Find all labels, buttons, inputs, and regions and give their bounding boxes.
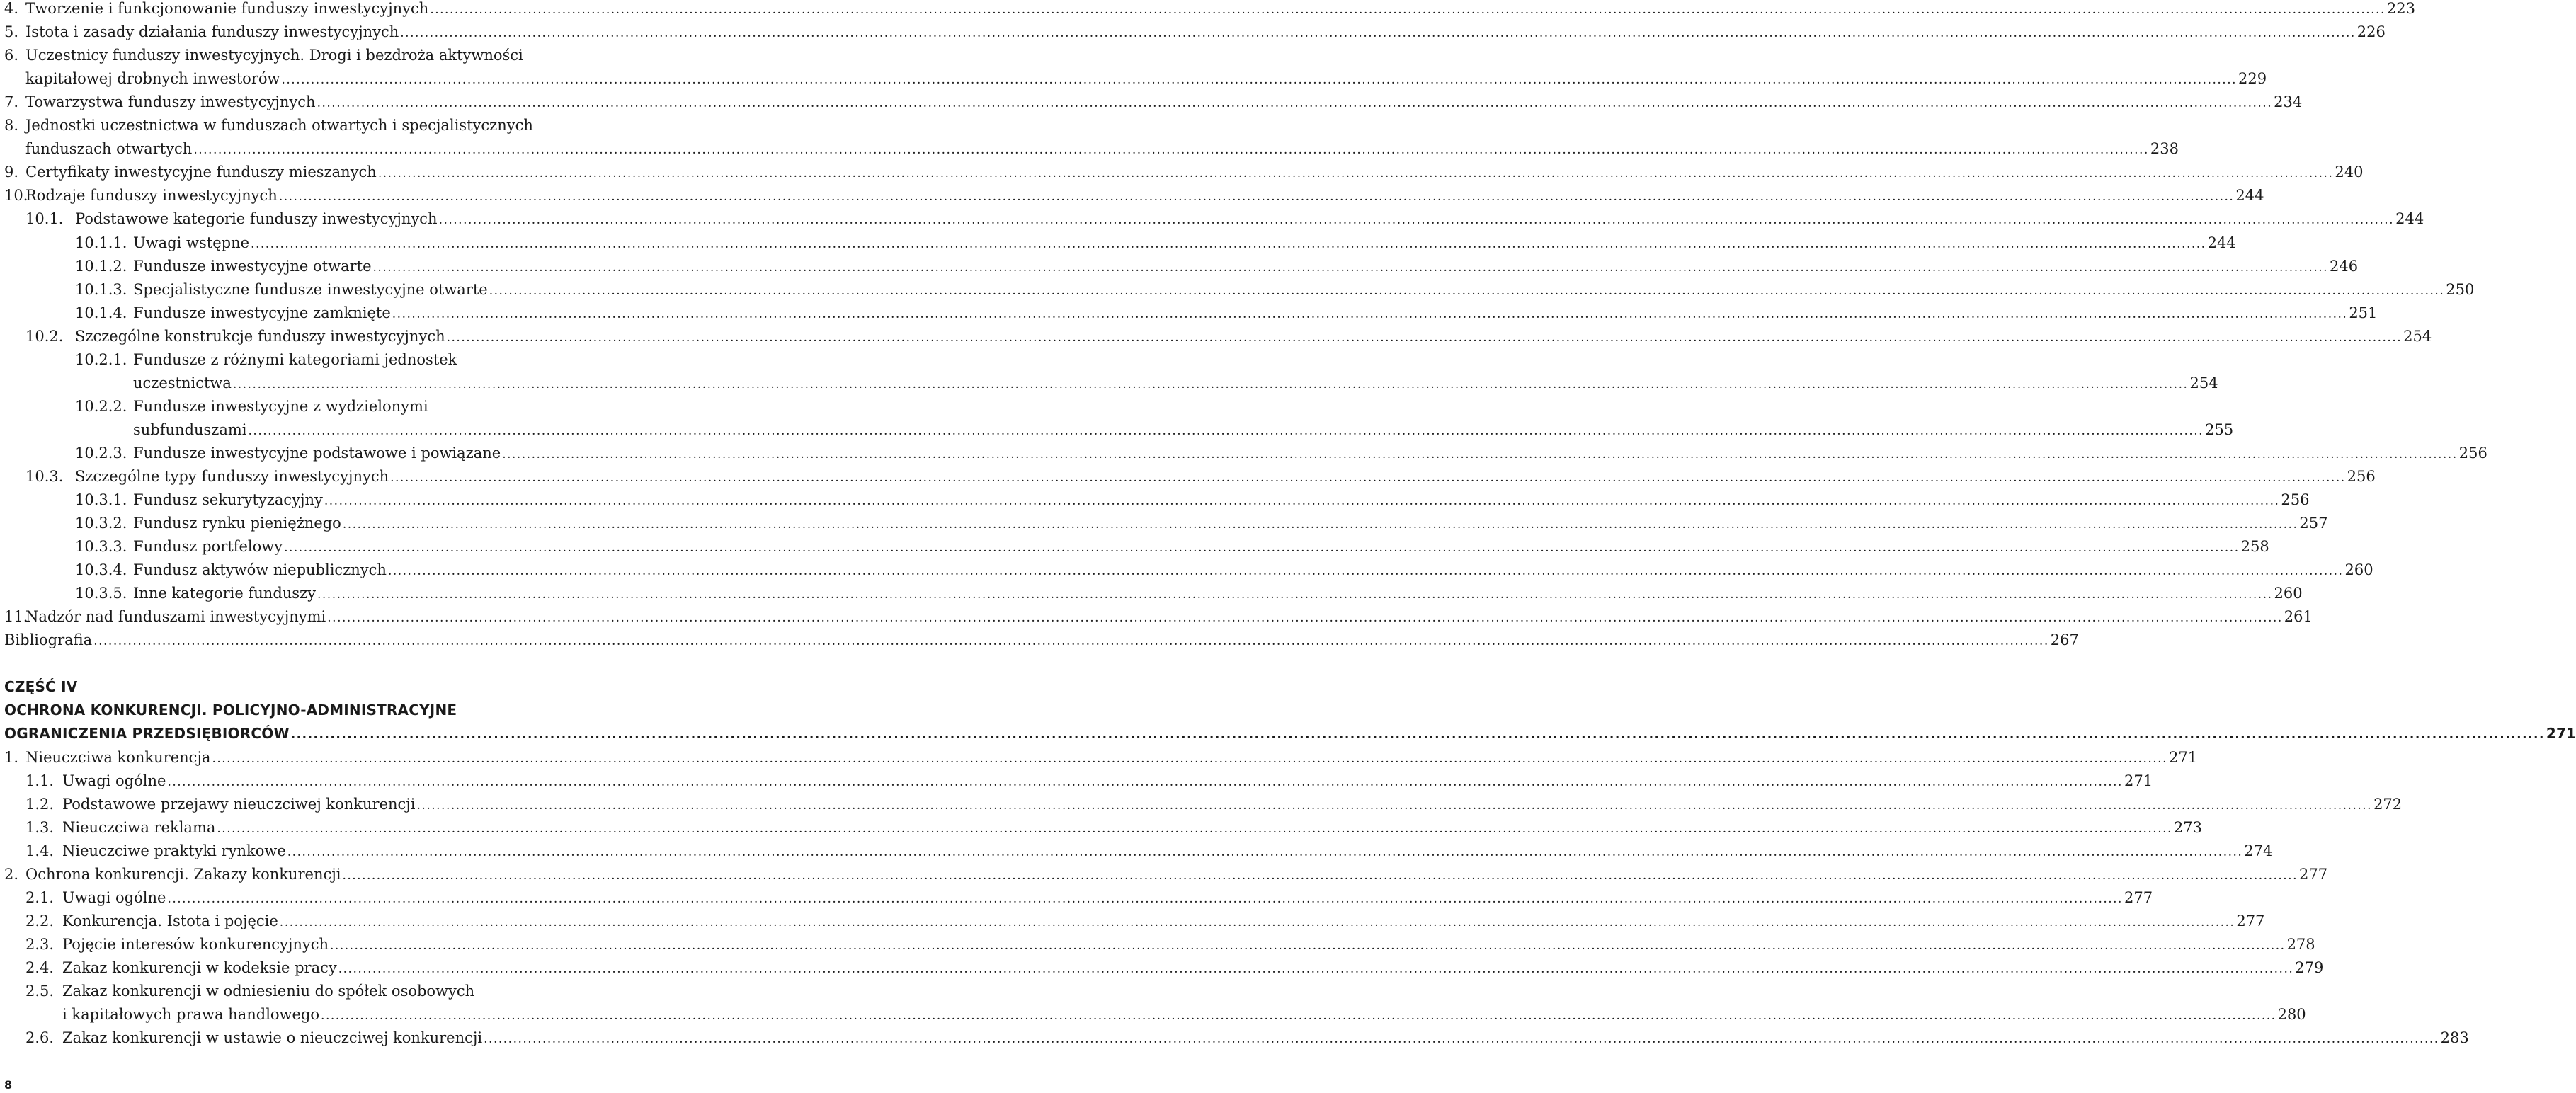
dot-leader: ................................................................................................................................................................................................................................................................................................................................................................................................................: [93, 634, 2049, 648]
entry-page-number: 267: [2050, 631, 2079, 648]
toc-entry: [0, 372, 2218, 395]
entry-number: 2.2.: [25, 912, 55, 929]
entry-page-number: 271: [2168, 749, 2198, 766]
entry-title: Istota i zasady działania funduszy inwestycyjnych: [25, 23, 399, 40]
dot-leader: ................................................................................................................................................................................................................................................................................................................................................................................................................: [390, 471, 2346, 485]
toc-entry: [0, 535, 2269, 559]
dot-leader: ................................................................................................................................................................................................................................................................................................................................................................................................................: [167, 775, 2123, 789]
entry-title: Zakaz konkurencji w odniesieniu do spółek osobowych: [62, 983, 475, 1000]
toc-entry: [0, 1026, 2469, 1050]
entry-page-number: 271: [2124, 772, 2153, 789]
entry-number: 2.: [4, 866, 19, 883]
entry-title: Bibliografia: [4, 631, 93, 648]
entry-title: OCHRONA KONKURENCJI. POLICYJNO-ADMINISTRACYJNE: [4, 702, 457, 719]
entry-title: uczestnictwa: [133, 374, 232, 391]
entry-page-number: 277: [2299, 866, 2328, 883]
entry-number: 10.1.: [25, 210, 64, 227]
entry-number: 10.: [4, 187, 28, 204]
entry-page-number: 251: [2349, 304, 2378, 321]
entry-title: Ochrona konkurencji. Zakazy konkurencji: [25, 866, 341, 883]
entry-number: 1.: [4, 749, 19, 766]
entry-title: Tworzenie i funkcjonowanie funduszy inwestycyjnych: [25, 0, 429, 17]
dot-leader: ................................................................................................................................................................................................................................................................................................................................................................................................................: [446, 331, 2403, 345]
dot-leader: ................................................................................................................................................................................................................................................................................................................................................................................................................: [212, 752, 2167, 766]
dot-leader: ................................................................................................................................................................................................................................................................................................................................................................................................................: [377, 166, 2334, 181]
entry-title: Pojęcie interesów konkurencyjnych: [62, 936, 329, 953]
entry-title: Fundusz sekurytyzacyjny: [133, 491, 323, 508]
entry-title: Fundusze inwestycyjne otwarte: [133, 258, 372, 275]
entry-number: 8.: [4, 117, 19, 134]
entry-number: 2.1.: [25, 889, 55, 906]
toc-entry: [0, 348, 680, 372]
entry-page-number: 250: [2446, 281, 2475, 298]
toc-entry: [0, 184, 2264, 207]
toc-entry: [0, 582, 2303, 605]
part-heading: [0, 675, 680, 699]
entry-page-number: 244: [2235, 187, 2264, 204]
entry-number: 10.1.1.: [75, 234, 127, 251]
entry-title: CZĘŚĆ IV: [4, 678, 78, 695]
dot-leader: ................................................................................................................................................................................................................................................................................................................................................................................................................: [484, 1032, 2439, 1046]
entry-number: 2.6.: [25, 1029, 55, 1046]
toc-entry: [0, 465, 2376, 488]
entry-number: 1.2.: [25, 796, 55, 813]
toc-entry: [0, 91, 2303, 114]
toc-entry: [0, 840, 2273, 863]
dot-leader: ................................................................................................................................................................................................................................................................................................................................................................................................................: [392, 307, 2348, 321]
dot-leader: ................................................................................................................................................................................................................................................................................................................................................................................................................: [317, 588, 2273, 602]
toc-entry: [0, 559, 2373, 582]
entry-number: 2.5.: [25, 983, 55, 1000]
entry-title: Nieuczciwe praktyki rynkowe: [62, 842, 286, 859]
entry-number: 9.: [4, 164, 19, 181]
entry-title: Fundusz aktywów niepublicznych: [133, 561, 387, 578]
entry-title: Inne kategorie funduszy: [133, 585, 316, 602]
entry-page-number: 229: [2238, 70, 2267, 87]
toc-entry: [0, 933, 2315, 956]
toc-entry: [0, 0, 2415, 21]
entry-title: Uwagi ogólne: [62, 772, 166, 789]
toc-entry: [0, 886, 2153, 910]
toc-entry: [0, 816, 2203, 840]
entry-title: Certyfikaty inwestycyjne funduszy mieszanych: [25, 164, 377, 181]
entry-title: Fundusze z różnymi kategoriami jednostek: [133, 351, 457, 368]
entry-page-number: 260: [2274, 585, 2303, 602]
entry-number: 5.: [4, 23, 19, 40]
dot-leader: ................................................................................................................................................................................................................................................................................................................................................................................................................: [248, 424, 2204, 438]
entry-page-number: 272: [2373, 796, 2403, 813]
entry-title: Specjalistyczne fundusze inwestycyjne otwarte: [133, 281, 488, 298]
toc-entry: [0, 44, 680, 67]
toc-entry: [0, 769, 2153, 793]
toc-entry: [0, 442, 2487, 465]
toc-entry: [0, 114, 680, 137]
toc-entry: [0, 278, 2475, 302]
entry-page-number: 261: [2284, 608, 2313, 625]
dot-leader: ................................................................................................................................................................................................................................................................................................................................................................................................................: [489, 284, 2445, 298]
entry-page-number: 226: [2356, 23, 2386, 40]
entry-title: Fundusze inwestycyjne z wydzielonymi: [133, 398, 428, 415]
entry-page-number: 258: [2240, 538, 2269, 555]
dot-leader: ................................................................................................................................................................................................................................................................................................................................................................................................................: [321, 1009, 2276, 1023]
entry-number: 10.2.1.: [75, 351, 127, 368]
entry-title: Uwagi wstępne: [133, 234, 250, 251]
entry-title: Fundusze inwestycyjne podstawowe i powiązane: [133, 445, 501, 462]
entry-title: Uczestnicy funduszy inwestycyjnych. Drogi i bezdroża aktywności: [25, 47, 523, 64]
entry-page-number: 271: [2546, 725, 2576, 742]
entry-title: kapitałowej drobnych inwestorów: [25, 70, 280, 87]
entry-number: 10.1.4.: [75, 304, 127, 321]
entry-number: 6.: [4, 47, 19, 64]
entry-title: Szczególne typy funduszy inwestycyjnych: [75, 468, 389, 485]
entry-page-number: 234: [2274, 93, 2303, 110]
entry-title: Rodzaje funduszy inwestycyjnych: [25, 187, 278, 204]
entry-title: funduszach otwartych: [25, 140, 193, 157]
entry-number: 10.3.1.: [75, 491, 127, 508]
dot-leader: ................................................................................................................................................................................................................................................................................................................................................................................................................: [372, 261, 2329, 275]
part-heading: [0, 722, 2576, 745]
entry-number: 10.3.: [25, 468, 64, 485]
dot-leader: ................................................................................................................................................................................................................................................................................................................................................................................................................: [284, 541, 2240, 555]
part-heading: [0, 699, 680, 722]
entry-number: 4.: [4, 0, 19, 17]
toc-entry: [0, 910, 2265, 933]
page-number: 8: [4, 1078, 13, 1092]
toc-entry: [0, 207, 2424, 231]
toc-entry: [0, 302, 2378, 325]
dot-leader: ................................................................................................................................................................................................................................................................................................................................................................................................................: [217, 822, 2172, 836]
entry-number: 7.: [4, 93, 19, 110]
entry-title: Uwagi ogólne: [62, 889, 166, 906]
entry-number: 10.3.2.: [75, 515, 127, 532]
toc-entry: [0, 793, 2403, 816]
dot-leader: ................................................................................................................................................................................................................................................................................................................................................................................................................: [342, 517, 2298, 532]
entry-number: 1.3.: [25, 819, 55, 836]
entry-page-number: 257: [2299, 515, 2328, 532]
toc-entry: [0, 137, 2179, 161]
dot-leader: ................................................................................................................................................................................................................................................................................................................................................................................................................: [193, 143, 2149, 157]
dot-leader: ................................................................................................................................................................................................................................................................................................................................................................................................................: [251, 237, 2206, 251]
entry-title: Towarzystwa funduszy inwestycyjnych: [25, 93, 316, 110]
dot-leader: ................................................................................................................................................................................................................................................................................................................................................................................................................: [287, 845, 2243, 859]
dot-leader: ................................................................................................................................................................................................................................................................................................................................................................................................................: [232, 377, 2189, 391]
entry-page-number: 238: [2150, 140, 2179, 157]
entry-page-number: 256: [2458, 445, 2487, 462]
entry-number: 10.3.5.: [75, 585, 127, 602]
dot-leader: ................................................................................................................................................................................................................................................................................................................................................................................................................: [430, 3, 2386, 17]
toc-entry: [0, 67, 2267, 91]
dot-leader: ................................................................................................................................................................................................................................................................................................................................................................................................................: [279, 915, 2235, 929]
toc-entry: [0, 746, 2198, 769]
entry-number: 2.3.: [25, 936, 55, 953]
dot-leader: ................................................................................................................................................................................................................................................................................................................................................................................................................: [400, 26, 2356, 40]
entry-page-number: 256: [2281, 491, 2310, 508]
dot-leader: ................................................................................................................................................................................................................................................................................................................................................................................................................: [327, 611, 2283, 625]
toc-entry: [0, 21, 2386, 44]
entry-number: 10.3.3.: [75, 538, 127, 555]
dot-leader: ................................................................................................................................................................................................................................................................................................................................................................................................................: [281, 73, 2238, 87]
entry-page-number: 254: [2403, 328, 2432, 345]
dot-leader: ................................................................................................................................................................................................................................................................................................................................................................................................................: [330, 939, 2286, 953]
toc-entry: [0, 255, 2359, 278]
dot-leader: ................................................................................................................................................................................................................................................................................................................................................................................................................: [342, 869, 2298, 883]
dot-leader: ................................................................................................................................................................................................................................................................................................................................................................................................................: [502, 447, 2458, 462]
entry-title: Podstawowe kategorie funduszy inwestycyjnych: [75, 210, 438, 227]
entry-title: Szczególne konstrukcje funduszy inwestycyjnych: [75, 328, 445, 345]
dot-leader: ................................................................................................................................................................................................................................................................................................................................................................................................................: [278, 190, 2235, 204]
dot-leader: ................................................................................................................................................................................................................................................................................................................................................................................................................: [317, 96, 2273, 110]
toc-entry: [0, 231, 2236, 255]
toc-entry: [0, 863, 2328, 886]
entry-page-number: 246: [2330, 258, 2359, 275]
entry-title: Nieuczciwa reklama: [62, 819, 216, 836]
toc-entry: [0, 605, 2313, 629]
toc-entry: [0, 956, 2324, 980]
dot-leader: ................................................................................................................................................................................................................................................................................................................................................................................................................: [338, 962, 2294, 976]
dot-leader: ................................................................................................................................................................................................................................................................................................................................................................................................................: [416, 799, 2373, 813]
toc-entry: [0, 980, 680, 1003]
entry-page-number: 244: [2207, 234, 2236, 251]
entry-title: Fundusz portfelowy: [133, 538, 283, 555]
toc-entry: [0, 1003, 2306, 1026]
entry-page-number: 277: [2236, 912, 2265, 929]
entry-title: Nadzór nad funduszami inwestycyjnymi: [25, 608, 326, 625]
entry-page-number: 223: [2386, 0, 2415, 17]
entry-number: 10.1.2.: [75, 258, 127, 275]
entry-number: 11.: [4, 608, 28, 625]
toc-entry: [0, 161, 2364, 184]
toc-entry: [0, 512, 2328, 535]
entry-title: Konkurencja. Istota i pojęcie: [62, 912, 278, 929]
entry-page-number: 244: [2395, 210, 2424, 227]
entry-page-number: 255: [2205, 421, 2234, 438]
entry-page-number: 256: [2347, 468, 2376, 485]
entry-title: Jednostki uczestnictwa w funduszach otwartych i specjalistycznych: [25, 117, 533, 134]
entry-page-number: 260: [2344, 561, 2373, 578]
dot-leader: ................................................................................................................................................................................................................................................................................................................................................................................................................: [324, 494, 2280, 508]
entry-number: 10.1.3.: [75, 281, 127, 298]
dot-leader: ................................................................................................................................................................................................................................................................................................................................................................................................................: [438, 213, 2395, 227]
entry-page-number: 274: [2244, 842, 2273, 859]
entry-title: Zakaz konkurencji w kodeksie pracy: [62, 959, 337, 976]
toc-entry: [0, 418, 2234, 442]
dot-leader: ................................................................................................................................................................................................................................................................................................................................................................................................................: [387, 564, 2344, 578]
entry-title: i kapitałowych prawa handlowego: [62, 1006, 320, 1023]
entry-number: 2.4.: [25, 959, 55, 976]
entry-page-number: 283: [2440, 1029, 2469, 1046]
entry-page-number: 240: [2335, 164, 2364, 181]
entry-title: subfunduszami: [133, 421, 247, 438]
entry-title: Fundusze inwestycyjne zamknięte: [133, 304, 391, 321]
entry-page-number: 278: [2286, 936, 2315, 953]
entry-title: Fundusz rynku pieniężnego: [133, 515, 341, 532]
entry-page-number: 280: [2277, 1006, 2306, 1023]
entry-number: 1.1.: [25, 772, 55, 789]
entry-number: 10.2.3.: [75, 445, 127, 462]
entry-page-number: 273: [2173, 819, 2203, 836]
toc-entry: [0, 395, 680, 418]
entry-title: Nieuczciwa konkurencja: [25, 749, 211, 766]
entry-number: 10.3.4.: [75, 561, 127, 578]
toc-entry: [0, 629, 2079, 652]
entry-title: Zakaz konkurencji w ustawie o nieuczciwej konkurencji: [62, 1029, 483, 1046]
entry-page-number: 254: [2189, 374, 2218, 391]
entry-title: OGRANICZENIA PRZEDSIĘBIORCÓW: [4, 725, 290, 742]
dot-leader: ................................................................................................................................................................................................................................................................................................................................................................................................................: [167, 892, 2123, 906]
toc-entry: [0, 325, 2432, 348]
entry-number: 1.4.: [25, 842, 55, 859]
entry-title: Podstawowe przejawy nieuczciwej konkurencji: [62, 796, 416, 813]
entry-page-number: 277: [2124, 889, 2153, 906]
entry-number: 10.2.2.: [75, 398, 127, 415]
dot-leader: ................................................................................................................................................................................................................................................................................................................................................................................................................: [290, 728, 2545, 742]
toc-entry: [0, 488, 2310, 512]
entry-number: 10.2.: [25, 328, 64, 345]
entry-page-number: 279: [2295, 959, 2324, 976]
